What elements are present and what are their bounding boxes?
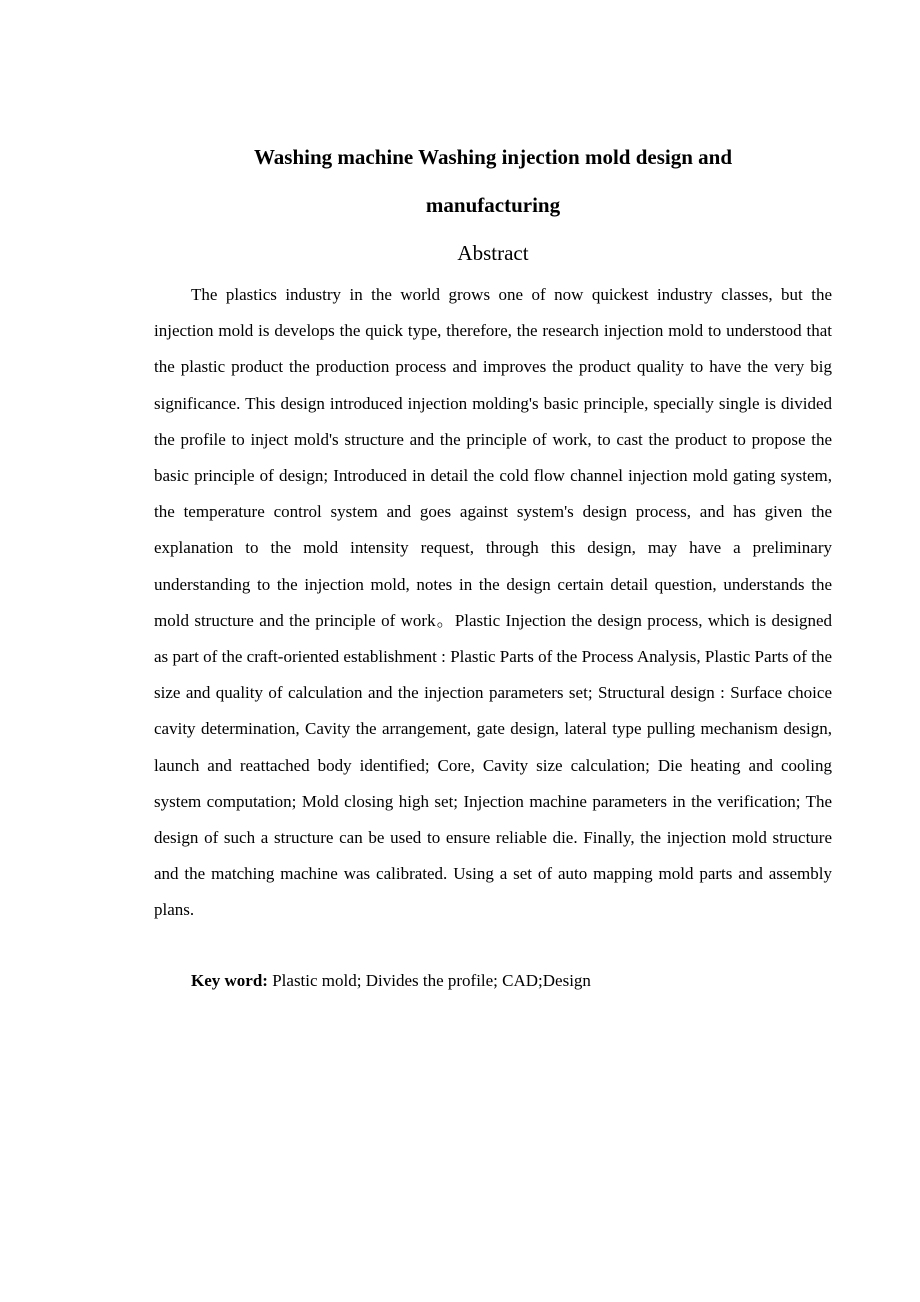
keywords-label: Key word: [191, 971, 268, 990]
document-title-line-2: manufacturing [425, 193, 561, 217]
keywords-line [154, 963, 832, 999]
abstract-paragraph: The plastics industry in the world grows one of now quickest industry classes, but the injection mold is develops the quick type, therefore, the research injection mold to understood that the plastic product the production process and improves the product quality to have the very big significance. This design introduced injection molding's basic principle, specially single is divided the profile to inject mold's structure and the principle of work, to cast the product to propose the basic principle of design; Introduced in detail the cold flow channel injection mold gating system, the temperature control system and goes against system's design process, and has given the explanation to the mold intensity request, through this design, may have a preliminary understanding to the injection mold, notes in the design certain detail question, understands the mold structure and the principle of work。Plastic Injection the design process, which is designed as part of the craft-oriented establishment : Plastic Parts of the Process Analysis, Plastic Parts of the size and quality of calculation and the injection parameters set; Structural design : Surface choice cavity determination, Cavity the arrangement, gate design, lateral type pulling mechanism design, launch and reattached body identified; Core, Cavity size calculation; Die heating and cooling system computation; Mold closing high set; Injection machine parameters in the verification; The design of such a structure can be used to ensure reliable die. Finally, the injection mold structure and the matching machine was calibrated. Using a set of auto mapping mold parts and assembly plans. [154, 285, 832, 920]
document-title-line-1: Washing machine Washing injection mold design and [253, 145, 733, 169]
keywords-text: Plastic mold; Divides the profile; CAD;Design [267, 971, 591, 990]
abstract-heading: Abstract [457, 241, 529, 265]
